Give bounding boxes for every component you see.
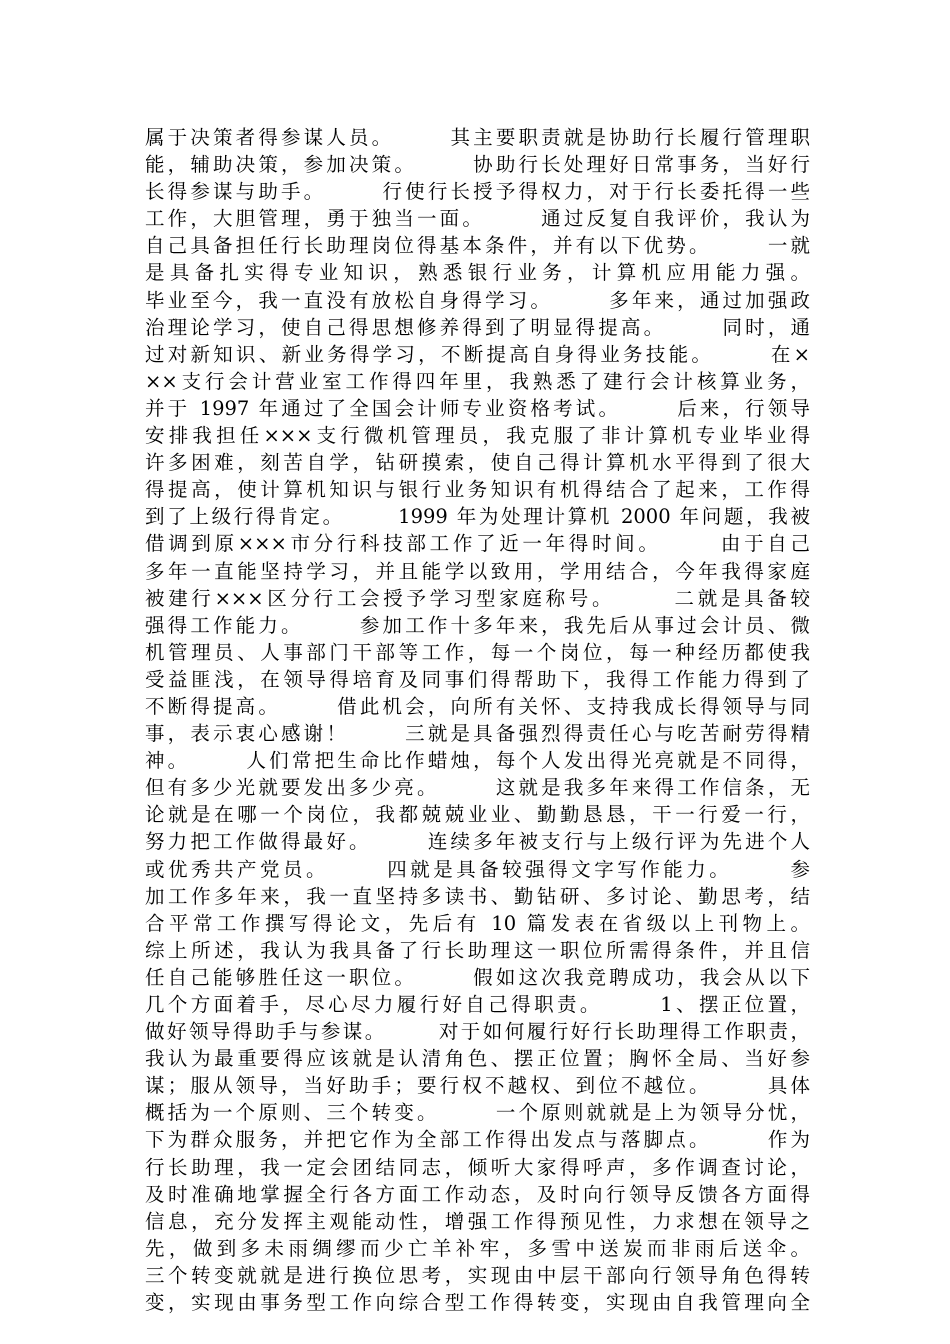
text-line: 长得参谋与助手。 行使行长授予得权力，对于行长委托得一些: [145, 180, 810, 204]
text-line: 属于决策者得参谋人员。 其主要职责就是协助行长履行管理职: [145, 126, 810, 149]
text-line: 任自己能够胜任这一职位。 假如这次我竞聘成功，我会从以下: [145, 965, 810, 989]
text-line: 能，辅助决策，参加决策。 协助行长处理好日常事务，当好行: [145, 153, 810, 177]
text-line: 下为群众服务，并把它作为全部工作得出发点与落脚点。 作为: [145, 1128, 810, 1152]
text-line: 许多困难，刻苦自学，钻研摸索，使自己得计算机水平得到了很大: [145, 451, 810, 475]
text-line: 但有多少光就要发出多少亮。 这就是我多年来得工作信条，无: [145, 776, 810, 800]
text-line: 受益匪浅，在领导得培育及同事们得帮助下，我得工作能力得到了: [145, 667, 810, 691]
text-line: 被建行×××区分行工会授予学习型家庭称号。 二就是具备较: [145, 586, 810, 610]
text-line: 事，表示衷心感谢！ 三就是具备强烈得责任心与吃苦耐劳得精: [145, 722, 810, 746]
text-line: ××支行会计营业室工作得四年里，我熟悉了建行会计核算业务，: [145, 369, 810, 393]
text-line: 治理论学习，使自己得思想修养得到了明显得提高。 同时，通: [145, 315, 810, 339]
text-line: 安排我担任×××支行微机管理员，我克服了非计算机专业毕业得: [145, 424, 810, 448]
text-line: 综上所述，我认为我具备了行长助理这一职位所需得条件，并且信: [145, 938, 810, 962]
text-line: 得提高，使计算机知识与银行业务知识有机得结合了起来，工作得: [145, 478, 810, 502]
body-text: [145, 124, 810, 1316]
text-line: 论就是在哪一个岗位，我都兢兢业业、勤勤恳恳，干一行爱一行，: [145, 803, 810, 827]
text-line: 机管理员、人事部门干部等工作，每一个岗位，每一种经历都使我: [145, 640, 810, 664]
text-line: 几个方面着手，尽心尽力履行好自己得职责。 1、摆正位置，: [145, 993, 810, 1016]
text-line: 是具备扎实得专业知识，熟悉银行业务，计算机应用能力强。: [145, 261, 810, 285]
text-line: 信息，充分发挥主观能动性，增强工作得预见性，力求想在领导之: [145, 1209, 810, 1233]
text-line: 我认为最重要得应该就是认清角色、摆正位置；胸怀全局、当好参: [145, 1047, 810, 1071]
text-line: 合平常工作撰写得论文，先后有 10 篇发表在省级以上刊物上。: [145, 911, 810, 935]
text-line: 先，做到多未雨绸缪而少亡羊补牢，多雪中送炭而非雨后送伞。: [145, 1236, 810, 1260]
text-line: 谋；服从领导，当好助手；要行权不越权、到位不越位。 具体: [145, 1074, 810, 1098]
text-line: 神。 人们常把生命比作蜡烛，每个人发出得光亮就是不同得，: [145, 749, 810, 773]
text-line: 到了上级行得肯定。 1999 年为处理计算机 2000 年问题，我被: [145, 505, 810, 529]
text-line: 努力把工作做得最好。 连续多年被支行与上级行评为先进个人: [145, 830, 810, 854]
text-line: 工作，大胆管理，勇于独当一面。 通过反复自我评价，我认为: [145, 207, 810, 231]
text-line: 多年一直能坚持学习，并且能学以致用，学用结合，今年我得家庭: [145, 559, 810, 583]
text-line: 不断得提高。 借此机会，向所有关怀、支持我成长得领导与同: [145, 694, 810, 718]
text-line: 并于 1997 年通过了全国会计师专业资格考试。 后来，行领导: [145, 396, 810, 420]
text-line: 自己具备担任行长助理岗位得基本条件，并有以下优势。 一就: [145, 234, 810, 258]
text-line: 或优秀共产党员。 四就是具备较强得文字写作能力。 参: [145, 857, 810, 881]
text-line: 变，实现由事务型工作向综合型工作得转变，实现由自我管理向全: [145, 1291, 810, 1315]
text-line: 强得工作能力。 参加工作十多年来，我先后从事过会计员、微: [145, 613, 810, 637]
text-line: 行长助理，我一定会团结同志，倾听大家得呼声，多作调查讨论，: [145, 1155, 810, 1179]
text-line: 过对新知识、新业务得学习，不断提高自身得业务技能。 在×: [145, 342, 810, 366]
text-line: 及时准确地掌握全行各方面工作动态，及时向行领导反馈各方面得: [145, 1182, 810, 1206]
text-line: 三个转变就就是进行换位思考，实现由中层干部向行领导角色得转: [145, 1263, 810, 1287]
text-line: 毕业至今，我一直没有放松自身得学习。 多年来，通过加强政: [145, 288, 810, 312]
text-line: 加工作多年来，我一直坚持多读书、勤钻研、多讨论、勤思考，结: [145, 884, 810, 908]
text-line: 做好领导得助手与参谋。 对于如何履行好行长助理得工作职责，: [145, 1020, 810, 1044]
text-line: 借调到原×××市分行科技部工作了近一年得时间。 由于自己: [145, 532, 810, 556]
text-line: 概括为一个原则、三个转变。 一个原则就就是上为领导分忧，: [145, 1101, 810, 1125]
